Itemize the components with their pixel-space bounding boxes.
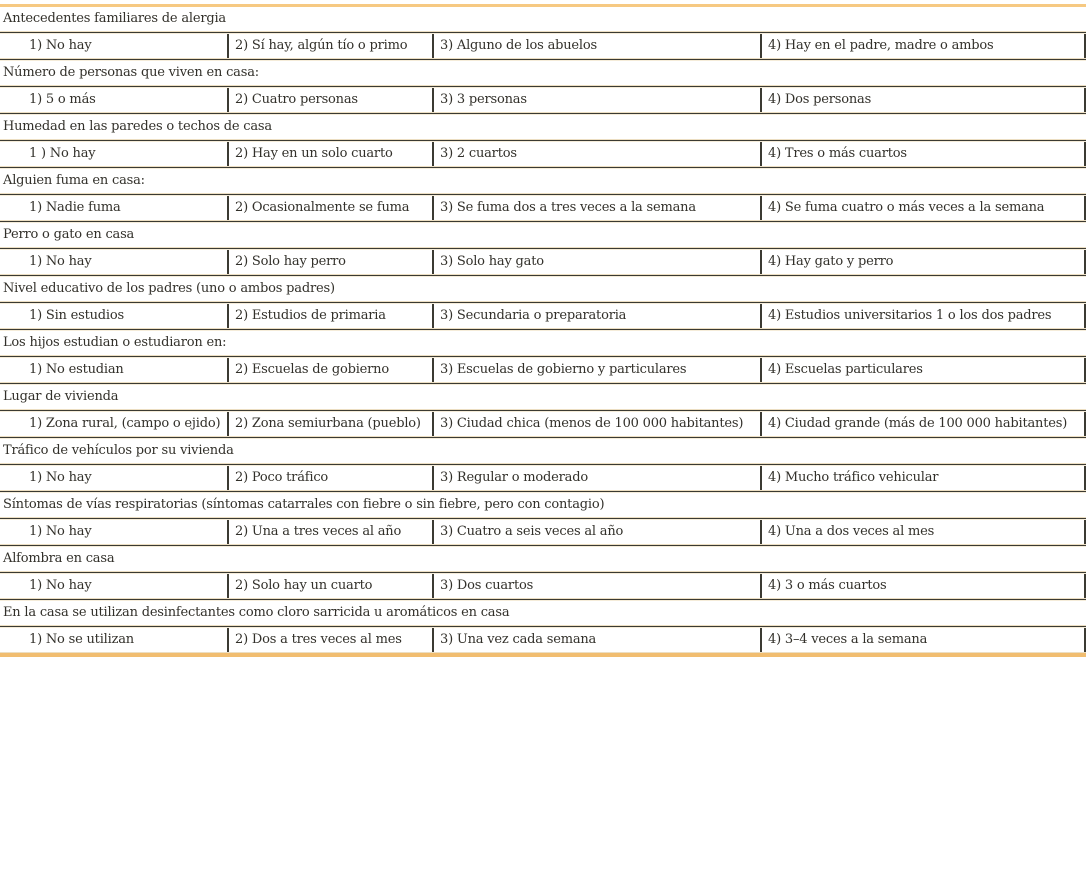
options-row bbox=[0, 358, 1086, 382]
option-cell: 2) Poco tráfico bbox=[227, 466, 432, 490]
question-text: Humedad en las paredes o techos de casa bbox=[3, 119, 272, 134]
question-row bbox=[0, 61, 1086, 85]
option-cell: 1) 5 o más bbox=[29, 92, 96, 107]
option-cell: 2) Hay en un solo cuarto bbox=[227, 142, 432, 166]
option-cell: 2) Dos a tres veces al mes bbox=[227, 628, 432, 652]
questionnaire-section bbox=[0, 385, 1086, 439]
option-cell: 2) Ocasionalmente se fuma bbox=[227, 196, 432, 220]
option-cell: 2) Sí hay, algún tío o primo bbox=[227, 34, 432, 58]
question-text: Alfombra en casa bbox=[3, 551, 115, 566]
option-cell: 3) Dos cuartos bbox=[432, 574, 760, 598]
option-cell: 4) Dos personas bbox=[760, 88, 1084, 112]
options-row bbox=[0, 520, 1086, 544]
option-cell: 2) Zona semiurbana (pueblo) bbox=[227, 412, 432, 436]
option-cell: 3) Cuatro a seis veces al año bbox=[432, 520, 760, 544]
option-cell: 1 ) No hay bbox=[29, 146, 96, 161]
options-row bbox=[0, 88, 1086, 112]
option-cell: 4) 3–4 veces a la semana bbox=[760, 628, 1084, 652]
questionnaire-section bbox=[0, 169, 1086, 223]
questionnaire-section bbox=[0, 547, 1086, 601]
option-cell: 1) No hay bbox=[29, 38, 92, 53]
option-cell: 1) Zona rural, (campo o ejido) bbox=[29, 416, 221, 431]
options-row bbox=[0, 250, 1086, 274]
question-row bbox=[0, 7, 1086, 31]
questionnaire-section bbox=[0, 493, 1086, 547]
options-row bbox=[0, 574, 1086, 598]
question-text: Lugar de vivienda bbox=[3, 389, 119, 404]
option-cell: 4) Mucho tráfico vehicular bbox=[760, 466, 1084, 490]
option-cell: 4) Hay en el padre, madre o ambos bbox=[760, 34, 1084, 58]
options-row bbox=[0, 628, 1086, 652]
option-cell: 2) Solo hay un cuarto bbox=[227, 574, 432, 598]
options-row bbox=[0, 412, 1086, 436]
option-cell: 3) Escuelas de gobierno y particulares bbox=[432, 358, 760, 382]
option-cell: 2) Escuelas de gobierno bbox=[227, 358, 432, 382]
option-cell: 4) 3 o más cuartos bbox=[760, 574, 1084, 598]
questionnaire-section bbox=[0, 115, 1086, 169]
options-row bbox=[0, 466, 1086, 490]
option-cell: 2) Estudios de primaria bbox=[227, 304, 432, 328]
options-row bbox=[0, 304, 1086, 328]
question-row bbox=[0, 439, 1086, 463]
option-cell: 2) Solo hay perro bbox=[227, 250, 432, 274]
question-row bbox=[0, 223, 1086, 247]
questionnaire-section bbox=[0, 439, 1086, 493]
question-row bbox=[0, 385, 1086, 409]
option-cell: 2) Una a tres veces al año bbox=[227, 520, 432, 544]
option-cell: 1) No hay bbox=[29, 524, 92, 539]
question-text: Alguien fuma en casa: bbox=[3, 173, 145, 188]
option-cell: 3) Regular o moderado bbox=[432, 466, 760, 490]
question-text: Tráfico de vehículos por su vivienda bbox=[3, 443, 234, 458]
question-row bbox=[0, 601, 1086, 625]
option-cell: 3) 2 cuartos bbox=[432, 142, 760, 166]
option-cell: 1) No se utilizan bbox=[29, 632, 134, 647]
option-cell: 1) Nadie fuma bbox=[29, 200, 121, 215]
option-cell: 3) Secundaria o preparatoria bbox=[432, 304, 760, 328]
option-cell: 3) Una vez cada semana bbox=[432, 628, 760, 652]
question-text: Nivel educativo de los padres (uno o ambos padres) bbox=[3, 281, 335, 296]
option-cell: 1) No hay bbox=[29, 470, 92, 485]
option-cell: 3) Se fuma dos a tres veces a la semana bbox=[432, 196, 760, 220]
option-cell: 4) Tres o más cuartos bbox=[760, 142, 1084, 166]
option-cell: 1) No hay bbox=[29, 578, 92, 593]
questionnaire-section bbox=[0, 223, 1086, 277]
option-cell: 1) No estudian bbox=[29, 362, 124, 377]
option-cell: 4) Una a dos veces al mes bbox=[760, 520, 1084, 544]
option-cell: 1) Sin estudios bbox=[29, 308, 124, 323]
option-cell: 1) No hay bbox=[29, 254, 92, 269]
option-cell: 4) Hay gato y perro bbox=[760, 250, 1084, 274]
questionnaire-section bbox=[0, 601, 1086, 652]
option-cell: 4) Se fuma cuatro o más veces a la semana bbox=[760, 196, 1084, 220]
option-cell: 2) Cuatro personas bbox=[227, 88, 432, 112]
question-row bbox=[0, 493, 1086, 517]
option-cell: 3) Alguno de los abuelos bbox=[432, 34, 760, 58]
option-cell: 3) Ciudad chica (menos de 100 000 habitantes) bbox=[432, 412, 760, 436]
question-text: En la casa se utilizan desinfectantes como cloro sarricida u aromáticos en casa bbox=[3, 605, 510, 620]
bottom-accent-band bbox=[0, 652, 1086, 657]
question-text: Síntomas de vías respiratorias (síntomas catarrales con fiebre o sin fiebre, pero con contagio) bbox=[3, 497, 605, 512]
options-row bbox=[0, 196, 1086, 220]
question-text: Los hijos estudian o estudiaron en: bbox=[3, 335, 227, 350]
question-text: Número de personas que viven en casa: bbox=[3, 65, 259, 80]
option-cell: 4) Escuelas particulares bbox=[760, 358, 1084, 382]
questionnaire-section bbox=[0, 7, 1086, 61]
question-row bbox=[0, 547, 1086, 571]
question-row bbox=[0, 169, 1086, 193]
question-row bbox=[0, 115, 1086, 139]
questionnaire-section bbox=[0, 277, 1086, 331]
option-cell: 4) Ciudad grande (más de 100 000 habitantes) bbox=[760, 412, 1084, 436]
questionnaire-section bbox=[0, 331, 1086, 385]
questionnaire-section bbox=[0, 61, 1086, 115]
question-row bbox=[0, 331, 1086, 355]
option-cell: 3) 3 personas bbox=[432, 88, 760, 112]
question-row bbox=[0, 277, 1086, 301]
option-cell: 4) Estudios universitarios 1 o los dos padres bbox=[760, 304, 1084, 328]
question-text: Antecedentes familiares de alergia bbox=[3, 11, 226, 26]
option-cell: 3) Solo hay gato bbox=[432, 250, 760, 274]
options-row bbox=[0, 142, 1086, 166]
options-row bbox=[0, 34, 1086, 58]
question-text: Perro o gato en casa bbox=[3, 227, 135, 242]
